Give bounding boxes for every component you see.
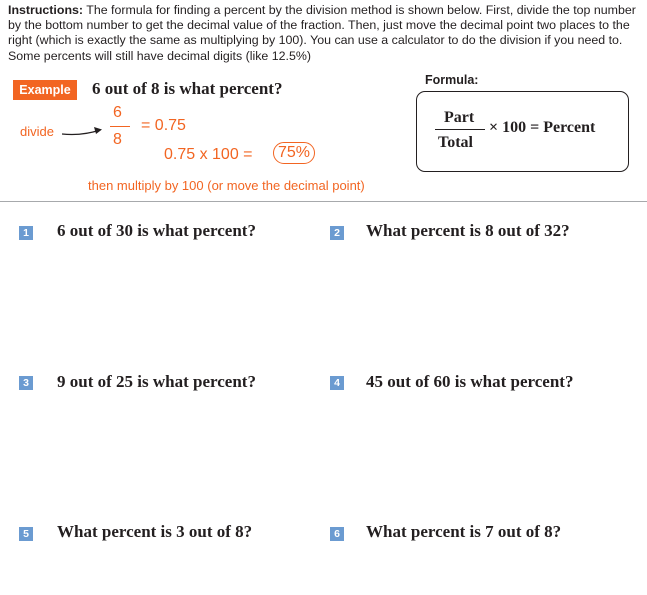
example-question: 6 out of 8 is what percent? bbox=[92, 79, 283, 98]
problem-text-6: What percent is 7 out of 8? bbox=[366, 522, 562, 541]
problem-text-4: 45 out of 60 is what percent? bbox=[366, 372, 574, 391]
problem-text-5: What percent is 3 out of 8? bbox=[57, 522, 253, 541]
example-fraction-line bbox=[110, 126, 130, 127]
example-badge: Example bbox=[13, 80, 77, 100]
example-step1: = 0.75 bbox=[141, 117, 186, 134]
example-step2: 0.75 x 100 = bbox=[164, 146, 253, 163]
problem-number-6: 6 bbox=[330, 527, 344, 541]
formula-total: Total bbox=[438, 134, 473, 151]
formula-label: Formula: bbox=[425, 73, 479, 87]
section-divider bbox=[0, 201, 647, 202]
problem-number-1: 1 bbox=[19, 226, 33, 240]
instructions bbox=[8, 3, 638, 64]
problem-number-2: 2 bbox=[330, 226, 344, 240]
example-note: then multiply by 100 (or move the decimal point) bbox=[88, 178, 365, 193]
divide-arrow-icon bbox=[62, 124, 106, 138]
problem-text-1: 6 out of 30 is what percent? bbox=[57, 221, 256, 240]
example-denominator: 8 bbox=[113, 131, 122, 148]
problem-number-5: 5 bbox=[19, 527, 33, 541]
instructions-text: The formula for finding a percent by the division method is shown below. First, divide the top number by the bottom number to get the decimal value of the fraction. Then, just move the decimal point two places to the right (which is exactly the same as multiplying by 100). You can use a calculator to do the division if you need to. Some percents will still have decimal digits (like 12.5%) bbox=[8, 3, 636, 63]
problem-text-2: What percent is 8 out of 32? bbox=[366, 221, 570, 240]
problem-number-3: 3 bbox=[19, 376, 33, 390]
divide-label: divide bbox=[20, 124, 54, 139]
example-numerator: 6 bbox=[113, 104, 122, 121]
formula-part: Part bbox=[444, 109, 475, 126]
formula-rest: × 100 = Percent bbox=[489, 119, 596, 136]
problem-number-4: 4 bbox=[330, 376, 344, 390]
problem-text-3: 9 out of 25 is what percent? bbox=[57, 372, 256, 391]
instructions-label: Instructions: bbox=[8, 3, 84, 17]
formula-fraction-line bbox=[435, 129, 485, 130]
example-answer: 75% bbox=[273, 142, 315, 164]
